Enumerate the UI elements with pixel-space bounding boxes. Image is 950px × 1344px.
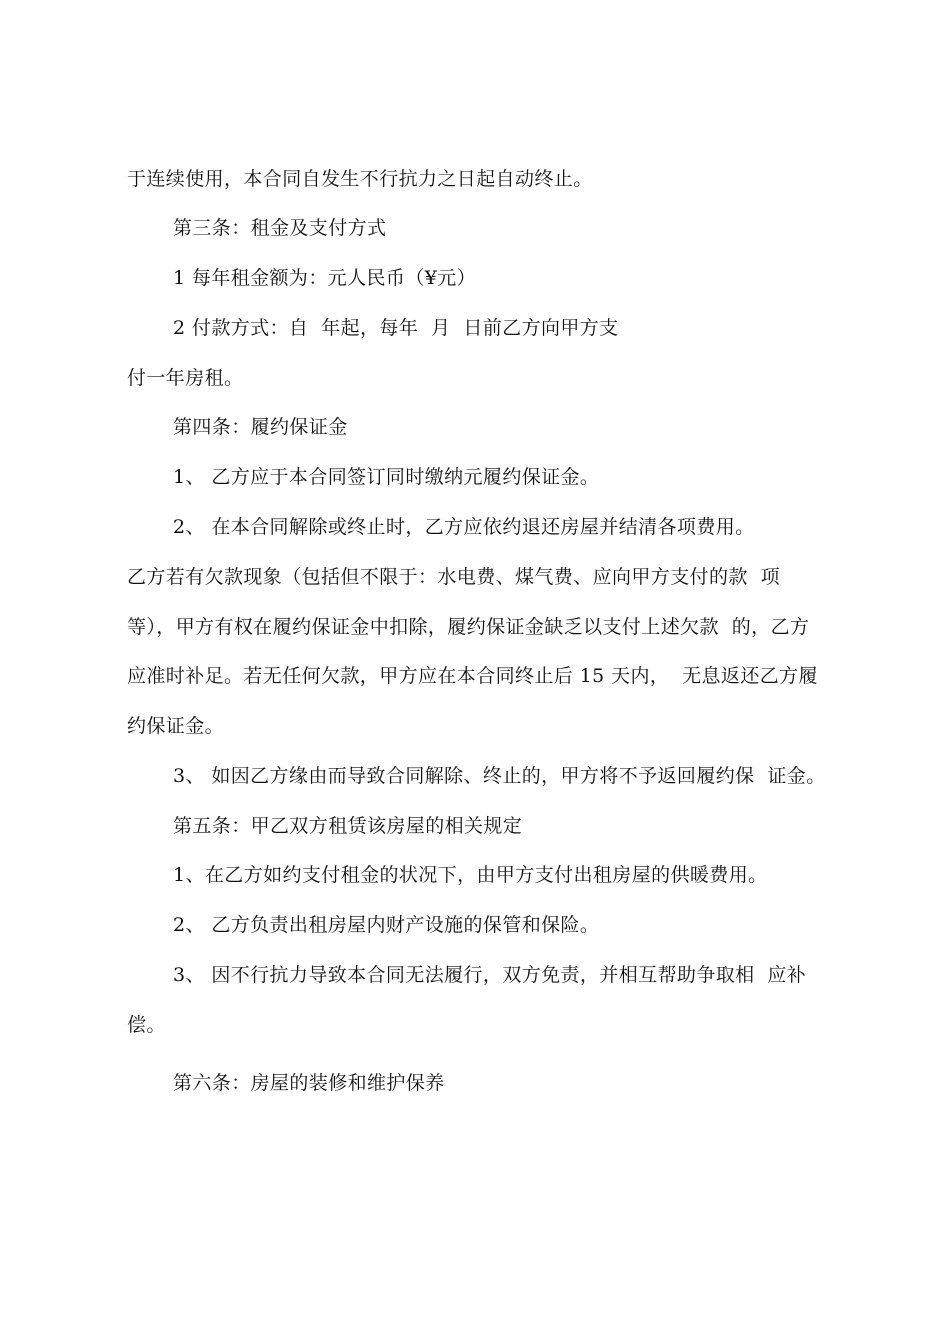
section-heading-article-3: 第三条：租金及支付方式: [173, 217, 387, 239]
clause-deposit-forfeit: 3、 如因乙方缘由而导致合同解除、终止的，甲方将不予返回履约保 证金。: [173, 765, 826, 787]
clause-force-majeure: 3、 因不行抗力导致本合同无法履行，双方免责，并相互帮助争取相 应补: [173, 964, 807, 986]
clause-heating-fee: 1、在乙方如约支付租金的状况下，由甲方支付出租房屋的供暖费用。: [173, 864, 768, 886]
clause-deposit-refund-line-4: 应准时补足。若无任何欠款，甲方应在本合同终止后 15 天内， 无息返还乙方履: [127, 665, 818, 687]
clause-force-majeure-continued: 偿。: [127, 1014, 166, 1036]
clause-deposit-refund-line-3: 等），甲方有权在履约保证金中扣除，履约保证金缺乏以支付上述欠款 的，乙方: [127, 616, 810, 638]
section-heading-article-6: 第六条：房屋的装修和维护保养: [173, 1072, 445, 1094]
clause-deposit-payment: 1、 乙方应于本合同签订同时缴纳元履约保证金。: [173, 466, 600, 488]
clause-annual-rent: 1 每年租金额为：元人民币（¥元）: [173, 267, 477, 289]
paragraph-line-continuation: 于连续使用，本合同自发生不行抗力之日起自动终止。: [127, 168, 593, 190]
clause-deposit-refund: 2、 在本合同解除或终止时，乙方应依约退还房屋并结清各项费用。: [173, 516, 755, 538]
clause-property-custody: 2、 乙方负责出租房屋内财产设施的保管和保险。: [173, 914, 600, 936]
section-heading-article-4: 第四条：履约保证金: [173, 416, 348, 438]
clause-deposit-refund-line-2: 乙方若有欠款现象（包括但不限于：水电费、煤气费、应向甲方支付的款 项: [127, 566, 781, 588]
section-heading-article-5: 第五条：甲乙双方租赁该房屋的相关规定: [173, 815, 523, 837]
clause-payment-method-continued: 付一年房租。: [127, 367, 244, 389]
clause-payment-method: 2 付款方式：自 年起，每年 月 日前乙方向甲方支: [173, 317, 619, 339]
clause-deposit-refund-line-5: 约保证金。: [127, 715, 225, 737]
